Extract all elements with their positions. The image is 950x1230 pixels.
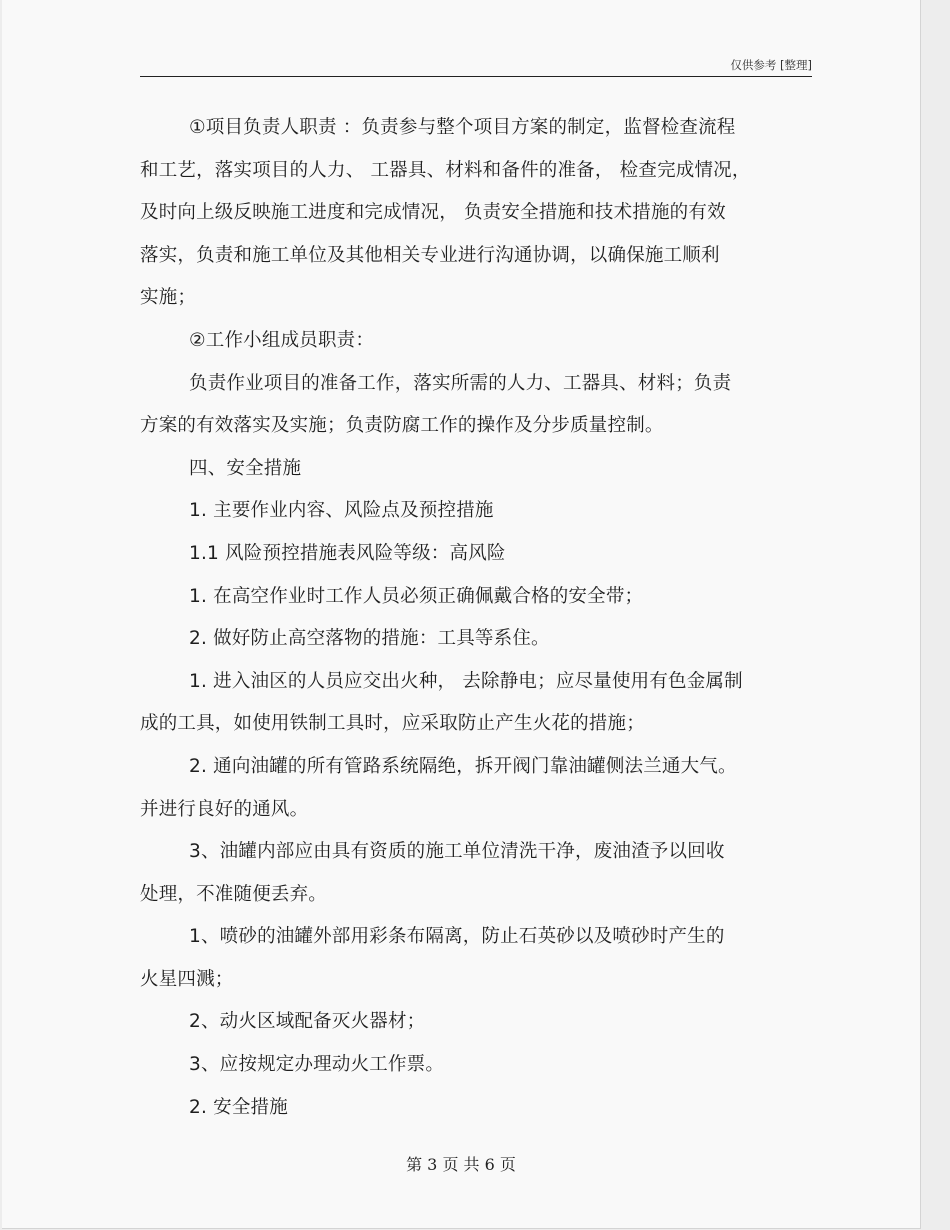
text-line: 1、喷砂的油罐外部用彩条布隔离，防止石英砂以及喷砂时产生的 bbox=[189, 926, 725, 948]
text-line: 3、油罐内部应由具有资质的施工单位清洗干净，废油渣予以回收 bbox=[189, 841, 725, 863]
text-line: 3、应按规定办理动火工作票。 bbox=[189, 1054, 445, 1076]
text-line: 2. 安全措施 bbox=[189, 1096, 288, 1118]
text-line: 方案的有效落实及实施；负责防腐工作的操作及分步质量控制。 bbox=[140, 415, 664, 437]
text-line: 及时向上级反映施工进度和完成情况， 负责安全措施和技术措施的有效 bbox=[140, 202, 726, 224]
text-line: 1. 在高空作业时工作人员必须正确佩戴合格的安全带； bbox=[189, 585, 644, 607]
text-line: 落实，负责和施工单位及其他相关专业进行沟通协调，以确保施工顺利 bbox=[140, 244, 720, 266]
text-line: 2. 通向油罐的所有管路系统隔绝，拆开阀门靠油罐侧法兰通大气。 bbox=[189, 755, 737, 777]
document-page bbox=[2, 0, 921, 1229]
text-line: ①项目负责人职责 ：负责参与整个项目方案的制定，监督检查流程 bbox=[189, 117, 736, 138]
page-header bbox=[140, 54, 812, 77]
text-line: 并进行良好的通风。 bbox=[140, 798, 309, 820]
text-line: 2. 做好防止高空落物的措施：工具等系住。 bbox=[189, 628, 550, 650]
header-label: 仅供参考 [整理] bbox=[730, 58, 812, 72]
text-line: 火星四溅； bbox=[140, 968, 234, 990]
document-body bbox=[140, 107, 812, 1129]
text-line: 1. 进入油区的人员应交出火种， 去除静电；应尽量使用有色金属制 bbox=[189, 670, 743, 692]
text-line: ②工作小组成员职责： bbox=[189, 329, 375, 351]
text-line: 2、动火区域配备灭火器材； bbox=[189, 1011, 426, 1033]
text-line: 成的工具，如使用铁制工具时，应采取防止产生火花的措施； bbox=[140, 713, 645, 735]
text-line: 1.1 风险预控措施表风险等级：高风险 bbox=[189, 542, 506, 564]
text-line: 和工艺，落实项目的人力、 工器具、材料和备件的准备， 检查完成情况， bbox=[140, 159, 751, 181]
text-line: 处理，不准随便丢弃。 bbox=[140, 883, 328, 905]
text-line: 负责作业项目的准备工作，落实所需的人力、工器具、材料；负责 bbox=[189, 372, 732, 394]
page-footer: 第 3 页 共 6 页 bbox=[406, 1155, 516, 1174]
text-line: 四、安全措施 bbox=[189, 457, 302, 479]
text-line: 实施； bbox=[140, 287, 197, 309]
text-line: 1. 主要作业内容、风险点及预控措施 bbox=[189, 500, 494, 522]
